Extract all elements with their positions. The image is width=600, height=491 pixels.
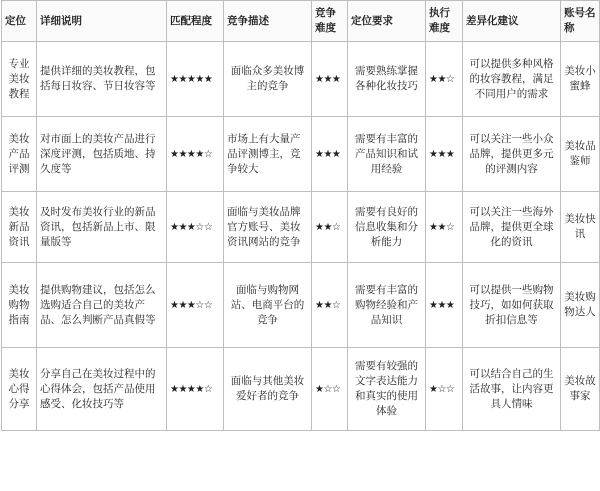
- cell-requirement: 需要有较强的文字表达能力和真实的使用体验: [348, 348, 426, 431]
- cell-competition: 面临与其他美妆爱好者的竞争: [224, 348, 312, 431]
- cell-account: 美妆品鉴师: [561, 117, 600, 192]
- cell-position: 专业美妆教程: [2, 42, 37, 117]
- cell-comp-difficulty: ★☆☆: [312, 348, 348, 431]
- header-position: 定位: [2, 1, 37, 42]
- cell-detail: 提供购物建议，包括怎么选购适合自己的美妆产品、怎么判断产品真假等: [37, 263, 167, 348]
- cell-comp-difficulty: ★★★: [312, 117, 348, 192]
- cell-position: 美妆购物指南: [2, 263, 37, 348]
- cell-detail: 对市面上的美妆产品进行深度评测，包括质地、持久度等: [37, 117, 167, 192]
- header-detail: 详细说明: [37, 1, 167, 42]
- cell-comp-difficulty: ★★☆: [312, 192, 348, 263]
- cell-position: 美妆新品资讯: [2, 192, 37, 263]
- cell-suggestion: 可以关注一些海外品牌，提供更全球化的资讯: [463, 192, 561, 263]
- cell-account: 美妆故事家: [561, 348, 600, 431]
- cell-requirement: 需要有丰富的产品知识和试用经验: [348, 117, 426, 192]
- table-row: [2, 192, 600, 263]
- cell-suggestion: 可以提供一些购物技巧，如如何获取折扣信息等: [463, 263, 561, 348]
- header-requirement: 定位要求: [348, 1, 426, 42]
- header-exec-difficulty: 执行难度: [426, 1, 463, 42]
- table-row: [2, 263, 600, 348]
- cell-account: 美妆小蜜蜂: [561, 42, 600, 117]
- cell-requirement: 需要熟练掌握各种化妆技巧: [348, 42, 426, 117]
- cell-position: 美妆心得分享: [2, 348, 37, 431]
- cell-suggestion: 可以提供多种风格的妆容教程，满足不同用户的需求: [463, 42, 561, 117]
- cell-match-rating: ★★★☆☆: [167, 192, 224, 263]
- cell-comp-difficulty: ★★☆: [312, 263, 348, 348]
- cell-account: 美妆快讯: [561, 192, 600, 263]
- positioning-table: [1, 0, 600, 431]
- cell-requirement: 需要有丰富的购物经验和产品知识: [348, 263, 426, 348]
- cell-account: 美妆购物达人: [561, 263, 600, 348]
- table-row: [2, 117, 600, 192]
- cell-comp-difficulty: ★★★: [312, 42, 348, 117]
- cell-requirement: 需要有良好的信息收集和分析能力: [348, 192, 426, 263]
- cell-match-rating: ★★★☆☆: [167, 263, 224, 348]
- header-suggestion: 差异化建议: [463, 1, 561, 42]
- cell-match-rating: ★★★★☆: [167, 117, 224, 192]
- cell-match-rating: ★★★★☆: [167, 348, 224, 431]
- cell-exec-difficulty: ★☆☆: [426, 348, 463, 431]
- cell-exec-difficulty: ★★★: [426, 263, 463, 348]
- cell-exec-difficulty: ★★☆: [426, 192, 463, 263]
- cell-detail: 及时发布美妆行业的新品资讯，包括新品上市、限量版等: [37, 192, 167, 263]
- cell-suggestion: 可以关注一些小众品牌，提供更多元的评测内容: [463, 117, 561, 192]
- header-row: [2, 1, 600, 42]
- cell-detail: 提供详细的美妆教程，包括每日妆容、节日妆容等: [37, 42, 167, 117]
- header-comp-difficulty: 竞争难度: [312, 1, 348, 42]
- header-account: 账号名称: [561, 1, 600, 42]
- cell-exec-difficulty: ★★★: [426, 117, 463, 192]
- cell-detail: 分享自己在美妆过程中的心得体会，包括产品使用感受、化妆技巧等: [37, 348, 167, 431]
- cell-competition: 市场上有大量产品评测博主，竞争较大: [224, 117, 312, 192]
- header-match: 匹配程度: [167, 1, 224, 42]
- cell-competition: 面临众多美妆博主的竞争: [224, 42, 312, 117]
- cell-exec-difficulty: ★★☆: [426, 42, 463, 117]
- cell-match-rating: ★★★★★: [167, 42, 224, 117]
- cell-competition: 面临与美妆品牌官方账号、美妆资讯网站的竞争: [224, 192, 312, 263]
- cell-position: 美妆产品评测: [2, 117, 37, 192]
- cell-suggestion: 可以结合自己的生活故事，让内容更具人情味: [463, 348, 561, 431]
- header-competition: 竞争描述: [224, 1, 312, 42]
- table-row: [2, 42, 600, 117]
- cell-competition: 面临与购物网站、电商平台的竞争: [224, 263, 312, 348]
- table-row: [2, 348, 600, 431]
